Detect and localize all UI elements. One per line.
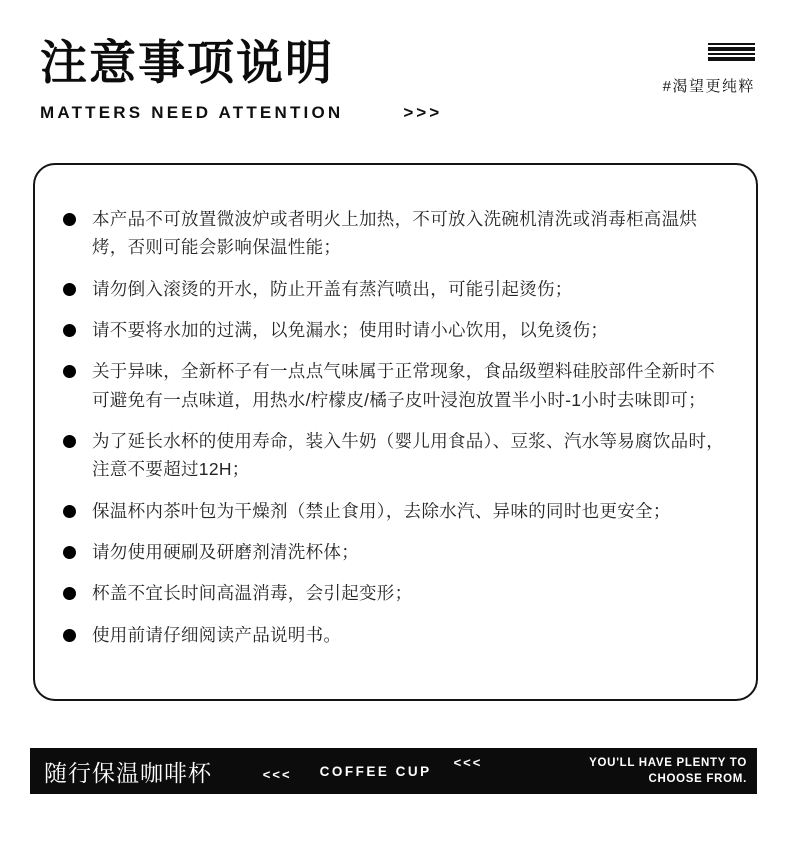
- note-text: 请不要将水加的过满，以免漏水；使用时请小心饮用，以免烫伤；: [92, 320, 609, 341]
- note-text: 杯盖不宜长时间高温消毒，会引起变形；: [92, 583, 413, 604]
- coffee-cup-label: COFFEE CUP: [319, 763, 432, 779]
- stripes-icon: [708, 43, 755, 61]
- bullet-icon: [63, 546, 76, 559]
- note-text: 保温杯内茶叶包为干燥剂（禁止食用），去除水汽、异味的同时也更安全；: [92, 500, 671, 521]
- header-right: [663, 36, 755, 96]
- forward-arrows-icon: >>>: [403, 103, 443, 123]
- back-arrows-icon: <<<: [262, 766, 292, 782]
- list-item: [63, 538, 726, 566]
- list-item: [63, 316, 726, 344]
- note-text: 关于异味，全新杯子有一点点气味属于正常现象，食品级塑料硅胶部件全新时不可避免有一点味道，用热水/柠檬皮/橘子皮叶浸泡放置半小时-1小时去味即可；: [92, 361, 715, 410]
- list-item: [63, 579, 726, 607]
- list-item: [63, 275, 726, 303]
- list-item: [63, 357, 726, 414]
- list-item: [63, 497, 726, 525]
- tagline-line: YOU'LL HAVE PLENTY TO: [589, 756, 747, 769]
- product-name: 随行保温咖啡杯: [44, 759, 212, 786]
- note-text: 本产品不可放置微波炉或者明火上加热，不可放入洗碗机清洗或消毒柜高温烘烤，否则可能会影响保温性能；: [92, 209, 698, 258]
- subtitle-row: [40, 103, 442, 123]
- list-item: [63, 621, 726, 649]
- note-text: 请勿使用硬刷及研磨剂清洗杯体；: [92, 542, 359, 563]
- bullet-icon: [63, 283, 76, 296]
- notes-box: [33, 163, 758, 701]
- page-subtitle: MATTERS NEED ATTENTION: [40, 103, 344, 123]
- header-left: [40, 36, 442, 123]
- list-item: [63, 427, 726, 484]
- note-text: 为了延长水杯的使用寿命，装入牛奶（婴儿用食品）、豆浆、汽水等易腐饮品时，注意不要超过12H；: [92, 431, 725, 480]
- tagline-line: CHOOSE FROM.: [648, 773, 747, 786]
- note-text: 使用前请仔细阅读产品说明书。: [92, 624, 342, 645]
- list-item: [63, 205, 726, 262]
- tagline: [589, 755, 747, 788]
- footer-center: [262, 754, 483, 782]
- footer-bar: [30, 748, 757, 794]
- bullet-icon: [63, 435, 76, 448]
- note-text: 请勿倒入滚烫的开水，防止开盖有蒸汽喷出，可能引起烫伤；: [92, 278, 573, 299]
- notes-list: [63, 205, 726, 649]
- bullet-icon: [63, 629, 76, 642]
- bullet-icon: [63, 365, 76, 378]
- header: [0, 0, 790, 123]
- page-title: 注意事项说明: [40, 36, 334, 89]
- bullet-icon: [63, 587, 76, 600]
- bullet-icon: [63, 324, 76, 337]
- hashtag-label: #渴望更纯粹: [662, 78, 755, 95]
- bullet-icon: [63, 505, 76, 518]
- back-arrows-icon: <<<: [453, 754, 483, 770]
- bullet-icon: [63, 213, 76, 226]
